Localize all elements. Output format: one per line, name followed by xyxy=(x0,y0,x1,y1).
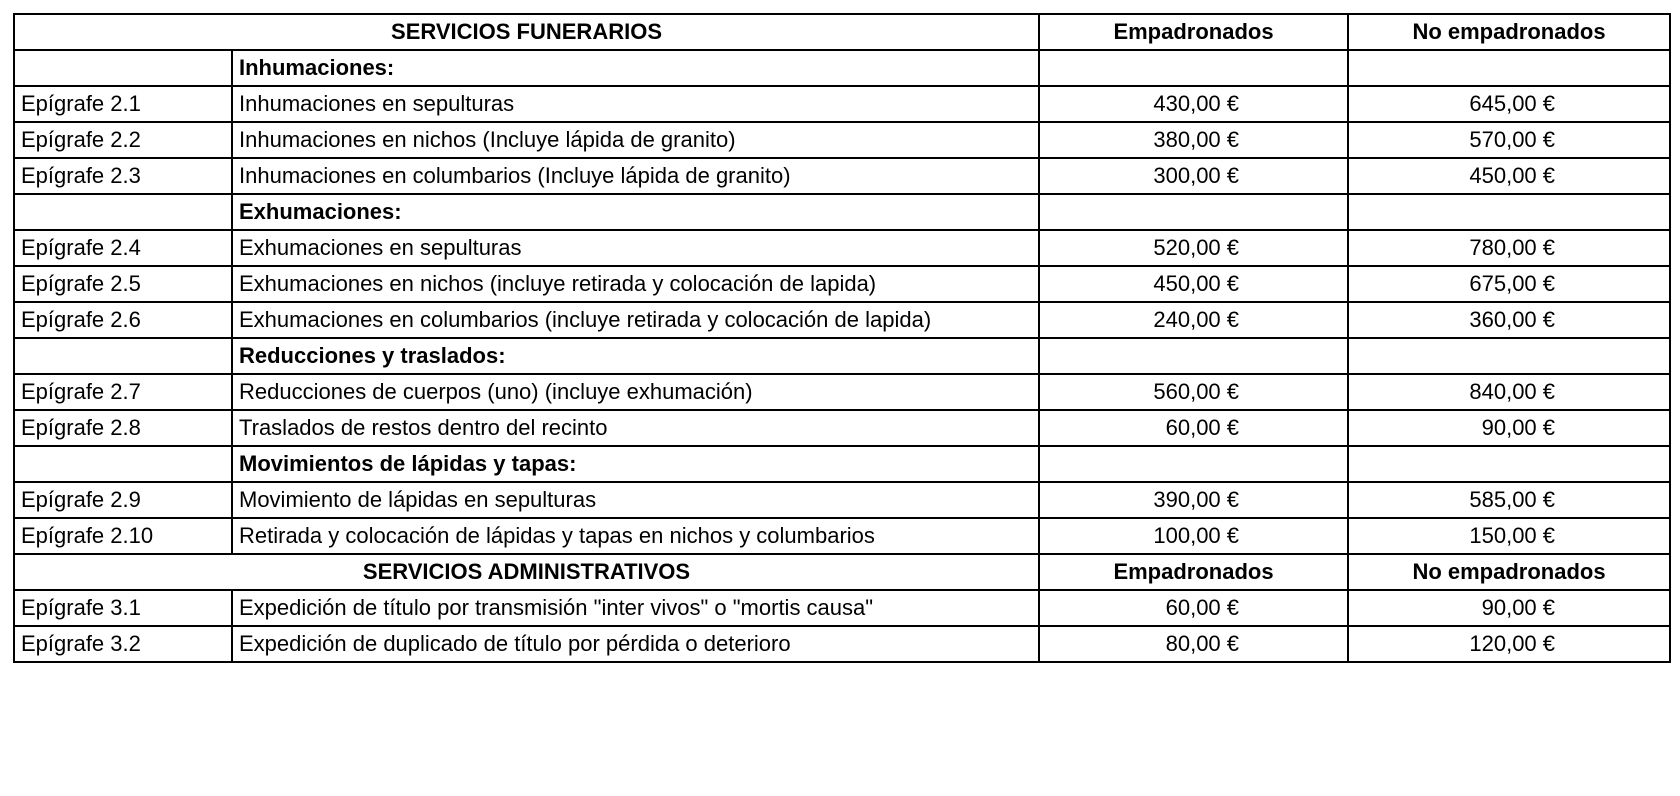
price-empadronados: 300,00 € xyxy=(1039,158,1348,194)
subsection-row xyxy=(14,338,1670,374)
price-no-empadronados: 840,00 € xyxy=(1348,374,1670,410)
empty-cell xyxy=(1348,194,1670,230)
price-empadronados: 60,00 € xyxy=(1039,590,1348,626)
epigrafe-code: Epígrafe 3.2 xyxy=(14,626,232,662)
epigrafe-code: Epígrafe 2.1 xyxy=(14,86,232,122)
price-no-empadronados: 120,00 € xyxy=(1348,626,1670,662)
epigrafe-code: Epígrafe 2.4 xyxy=(14,230,232,266)
subsection-title: Inhumaciones: xyxy=(232,50,1039,86)
service-description: Expedición de duplicado de título por pérdida o deterioro xyxy=(232,626,1039,662)
price-no-empadronados: 780,00 € xyxy=(1348,230,1670,266)
price-empadronados: 240,00 € xyxy=(1039,302,1348,338)
price-empadronados: 430,00 € xyxy=(1039,86,1348,122)
price-empadronados: 390,00 € xyxy=(1039,482,1348,518)
table-row xyxy=(14,518,1670,554)
empty-cell xyxy=(14,194,232,230)
empty-cell xyxy=(1039,50,1348,86)
empty-cell xyxy=(14,50,232,86)
column-header-no-empadronados: No empadronados xyxy=(1348,14,1670,50)
service-description: Exhumaciones en nichos (incluye retirada y colocación de lapida) xyxy=(232,266,1039,302)
table-row xyxy=(14,158,1670,194)
price-empadronados: 80,00 € xyxy=(1039,626,1348,662)
empty-cell xyxy=(1348,338,1670,374)
empty-cell xyxy=(14,338,232,374)
price-no-empadronados: 360,00 € xyxy=(1348,302,1670,338)
service-description: Reducciones de cuerpos (uno) (incluye exhumación) xyxy=(232,374,1039,410)
subsection-title: Movimientos de lápidas y tapas: xyxy=(232,446,1039,482)
table-row xyxy=(14,482,1670,518)
table-row xyxy=(14,266,1670,302)
empty-cell xyxy=(14,446,232,482)
price-no-empadronados: 645,00 € xyxy=(1348,86,1670,122)
section-title: SERVICIOS FUNERARIOS xyxy=(14,14,1039,50)
price-no-empadronados: 90,00 € xyxy=(1348,590,1670,626)
column-header-empadronados: Empadronados xyxy=(1039,14,1348,50)
epigrafe-code: Epígrafe 2.6 xyxy=(14,302,232,338)
empty-cell xyxy=(1039,338,1348,374)
service-description: Exhumaciones en columbarios (incluye retirada y colocación de lapida) xyxy=(232,302,1039,338)
header-row-administrativos xyxy=(14,554,1670,590)
price-no-empadronados: 90,00 € xyxy=(1348,410,1670,446)
price-empadronados: 450,00 € xyxy=(1039,266,1348,302)
table-row xyxy=(14,374,1670,410)
column-header-empadronados: Empadronados xyxy=(1039,554,1348,590)
epigrafe-code: Epígrafe 3.1 xyxy=(14,590,232,626)
price-empadronados: 100,00 € xyxy=(1039,518,1348,554)
epigrafe-code: Epígrafe 2.9 xyxy=(14,482,232,518)
table-row xyxy=(14,230,1670,266)
table-row xyxy=(14,410,1670,446)
service-description: Inhumaciones en columbarios (Incluye lápida de granito) xyxy=(232,158,1039,194)
service-description: Exhumaciones en sepulturas xyxy=(232,230,1039,266)
service-description: Inhumaciones en nichos (Incluye lápida de granito) xyxy=(232,122,1039,158)
column-header-no-empadronados: No empadronados xyxy=(1348,554,1670,590)
subsection-row xyxy=(14,50,1670,86)
subsection-row xyxy=(14,446,1670,482)
price-no-empadronados: 585,00 € xyxy=(1348,482,1670,518)
service-description: Inhumaciones en sepulturas xyxy=(232,86,1039,122)
service-description: Expedición de título por transmisión "inter vivos" o "mortis causa" xyxy=(232,590,1039,626)
price-empadronados: 60,00 € xyxy=(1039,410,1348,446)
epigrafe-code: Epígrafe 2.2 xyxy=(14,122,232,158)
empty-cell xyxy=(1039,194,1348,230)
empty-cell xyxy=(1348,50,1670,86)
subsection-row xyxy=(14,194,1670,230)
service-description: Movimiento de lápidas en sepulturas xyxy=(232,482,1039,518)
table-row xyxy=(14,86,1670,122)
price-no-empadronados: 150,00 € xyxy=(1348,518,1670,554)
epigrafe-code: Epígrafe 2.10 xyxy=(14,518,232,554)
table-row xyxy=(14,626,1670,662)
epigrafe-code: Epígrafe 2.5 xyxy=(14,266,232,302)
price-no-empadronados: 570,00 € xyxy=(1348,122,1670,158)
empty-cell xyxy=(1348,446,1670,482)
epigrafe-code: Epígrafe 2.8 xyxy=(14,410,232,446)
price-no-empadronados: 450,00 € xyxy=(1348,158,1670,194)
table-row xyxy=(14,122,1670,158)
table-row xyxy=(14,590,1670,626)
service-description: Traslados de restos dentro del recinto xyxy=(232,410,1039,446)
epigrafe-code: Epígrafe 2.3 xyxy=(14,158,232,194)
subsection-title: Reducciones y traslados: xyxy=(232,338,1039,374)
section-title: SERVICIOS ADMINISTRATIVOS xyxy=(14,554,1039,590)
table-row xyxy=(14,302,1670,338)
fee-table xyxy=(13,13,1671,663)
epigrafe-code: Epígrafe 2.7 xyxy=(14,374,232,410)
header-row-funerarios xyxy=(14,14,1670,50)
price-empadronados: 520,00 € xyxy=(1039,230,1348,266)
price-empadronados: 560,00 € xyxy=(1039,374,1348,410)
empty-cell xyxy=(1039,446,1348,482)
price-empadronados: 380,00 € xyxy=(1039,122,1348,158)
subsection-title: Exhumaciones: xyxy=(232,194,1039,230)
price-no-empadronados: 675,00 € xyxy=(1348,266,1670,302)
service-description: Retirada y colocación de lápidas y tapas en nichos y columbarios xyxy=(232,518,1039,554)
